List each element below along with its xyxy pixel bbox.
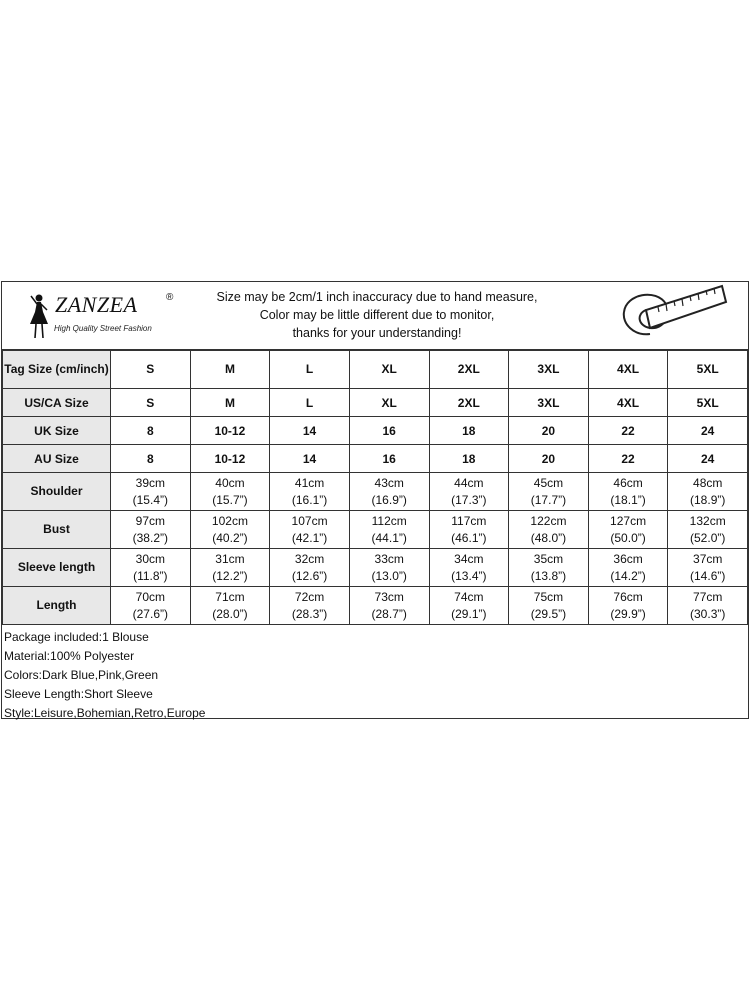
cell-inch: (12.6”) <box>291 568 328 583</box>
cell-inch: (29.1”) <box>451 606 487 621</box>
table-cell: 10-12 <box>190 445 270 473</box>
cell-cm: 77cm <box>693 589 723 604</box>
table-cell: 2XL <box>429 389 509 417</box>
cell-cm: 97cm <box>135 513 165 528</box>
table-cell: XL <box>349 389 429 417</box>
table-cell <box>668 549 748 587</box>
table-cell <box>270 549 350 587</box>
table-cell: 5XL <box>668 389 748 417</box>
cell-cm: 46cm <box>613 475 643 490</box>
cell-inch: (28.7”) <box>371 606 407 621</box>
table-cell <box>588 511 668 549</box>
table-cell <box>349 511 429 549</box>
table-row <box>3 549 748 587</box>
row-header: US/CA Size <box>3 389 111 417</box>
cell-cm: 30cm <box>135 551 165 566</box>
table-cell: 24 <box>668 417 748 445</box>
table-cell: 4XL <box>588 351 668 389</box>
cell-cm: 31cm <box>215 551 245 566</box>
cell-cm: 72cm <box>294 589 325 604</box>
table-cell: XL <box>349 351 429 389</box>
cell-inch: (13.0”) <box>371 568 407 583</box>
cell-inch: (52.0”) <box>690 530 726 545</box>
cell-inch: (11.8”) <box>133 568 168 583</box>
cell-inch: (48.0”) <box>530 530 567 545</box>
table-cell <box>270 473 350 511</box>
row-header: Sleeve length <box>3 549 111 587</box>
cell-inch: (14.2”) <box>610 568 646 583</box>
cell-inch: (30.3”) <box>690 606 726 621</box>
table-cell: 8 <box>111 417 191 445</box>
cell-inch: (18.1”) <box>610 492 646 507</box>
table-cell: 22 <box>588 445 668 473</box>
product-details <box>2 625 748 726</box>
cell-cm: 36cm <box>613 551 643 566</box>
table-cell: 8 <box>111 445 191 473</box>
cell-inch: (46.1”) <box>451 530 487 545</box>
cell-inch: (15.7”) <box>212 492 248 507</box>
cell-inch: (28.0”) <box>212 606 248 621</box>
table-row <box>3 587 748 625</box>
table-cell <box>111 587 191 625</box>
row-header: AU Size <box>3 445 111 473</box>
fashion-figure-icon <box>26 292 52 342</box>
table-row <box>3 389 748 417</box>
cell-cm: 33cm <box>374 551 404 566</box>
cell-cm: 40cm <box>215 475 245 490</box>
cell-inch: (50.0”) <box>610 530 646 545</box>
cell-cm: 39cm <box>135 475 165 490</box>
cell-inch: (28.3”) <box>291 606 328 621</box>
cell-cm: 117cm <box>451 513 487 528</box>
table-cell <box>429 511 509 549</box>
cell-inch: (29.5”) <box>530 606 567 621</box>
cell-inch: (29.9”) <box>610 606 646 621</box>
cell-inch: (44.1”) <box>371 530 407 545</box>
table-cell: 3XL <box>509 351 589 389</box>
table-cell: 22 <box>588 417 668 445</box>
table-row <box>3 473 748 511</box>
table-cell <box>190 473 270 511</box>
cell-cm: 112cm <box>371 513 407 528</box>
cell-cm: 107cm <box>291 513 328 528</box>
cell-inch: (13.4”) <box>451 568 487 583</box>
cell-inch: (15.4”) <box>132 492 168 507</box>
detail-line: Sleeve Length:Short Sleeve <box>4 687 153 701</box>
cell-cm: 32cm <box>294 551 325 566</box>
table-cell <box>270 587 350 625</box>
table-cell <box>509 473 589 511</box>
table-cell: 20 <box>509 445 589 473</box>
detail-line: Colors:Dark Blue,Pink,Green <box>4 668 159 682</box>
table-cell: M <box>190 389 270 417</box>
cell-cm: 132cm <box>689 513 726 528</box>
table-cell <box>509 511 589 549</box>
cell-cm: 43cm <box>374 475 404 490</box>
table-cell <box>349 549 429 587</box>
table-cell: 18 <box>429 445 509 473</box>
row-header: Bust <box>3 511 111 549</box>
table-cell <box>190 587 270 625</box>
cell-cm: 76cm <box>613 589 643 604</box>
detail-line: Package included:1 Blouse <box>4 630 149 644</box>
table-cell: L <box>270 389 350 417</box>
table-cell <box>429 473 509 511</box>
cell-inch: (42.1”) <box>291 530 328 545</box>
registered-mark: ® <box>166 292 174 303</box>
cell-cm: 73cm <box>374 589 404 604</box>
table-cell <box>190 511 270 549</box>
cell-inch: (16.1”) <box>291 492 328 507</box>
table-cell <box>190 549 270 587</box>
cell-inch: (16.9”) <box>371 492 407 507</box>
table-cell: 14 <box>270 445 350 473</box>
table-cell: 14 <box>270 417 350 445</box>
table-cell <box>111 511 191 549</box>
cell-inch: (14.6”) <box>690 568 726 583</box>
table-cell: 4XL <box>588 389 668 417</box>
chart-header <box>2 282 748 350</box>
table-row <box>3 351 748 389</box>
table-cell <box>668 587 748 625</box>
cell-cm: 122cm <box>530 513 567 528</box>
brand-logo <box>22 288 182 344</box>
table-cell: 16 <box>349 417 429 445</box>
row-header: Length <box>3 587 111 625</box>
cell-inch: (27.6”) <box>132 606 168 621</box>
cell-inch: (12.2”) <box>212 568 248 583</box>
cell-cm: 127cm <box>610 513 647 528</box>
table-cell: 2XL <box>429 351 509 389</box>
cell-inch: (13.8”) <box>530 568 567 583</box>
table-cell: 20 <box>509 417 589 445</box>
table-cell <box>111 473 191 511</box>
table-cell: 10-12 <box>190 417 270 445</box>
cell-inch: (40.2”) <box>212 530 248 545</box>
size-table <box>2 350 748 625</box>
cell-cm: 70cm <box>135 589 165 604</box>
note-line: Size may be 2cm/1 inch inaccuracy due to hand measure, <box>216 290 538 304</box>
brand-tagline: High Quality Street Fashion <box>54 324 152 333</box>
table-cell <box>588 473 668 511</box>
table-cell: 18 <box>429 417 509 445</box>
note-line: thanks for your understanding! <box>292 326 462 340</box>
table-cell <box>349 587 429 625</box>
table-cell <box>270 511 350 549</box>
cell-cm: 44cm <box>454 475 484 490</box>
note-line: Color may be little different due to monitor, <box>259 308 495 322</box>
cell-cm: 74cm <box>454 589 484 604</box>
cell-cm: 71cm <box>215 589 245 604</box>
table-cell: 24 <box>668 445 748 473</box>
row-header: Tag Size (cm/inch) <box>3 351 111 389</box>
cell-cm: 41cm <box>294 475 325 490</box>
table-row <box>3 445 748 473</box>
table-cell <box>588 549 668 587</box>
cell-inch: (38.2”) <box>132 530 168 545</box>
size-chart <box>1 281 749 719</box>
cell-cm: 37cm <box>693 551 723 566</box>
table-row <box>3 417 748 445</box>
measuring-tape-icon <box>616 284 736 346</box>
cell-cm: 45cm <box>533 475 564 490</box>
table-cell: 3XL <box>509 389 589 417</box>
table-cell <box>509 587 589 625</box>
table-row <box>3 511 748 549</box>
cell-cm: 102cm <box>211 513 248 528</box>
table-cell: 5XL <box>668 351 748 389</box>
cell-inch: (17.3”) <box>451 492 487 507</box>
table-cell: 16 <box>349 445 429 473</box>
table-cell <box>668 511 748 549</box>
cell-inch: (17.7”) <box>530 492 567 507</box>
table-cell <box>668 473 748 511</box>
table-cell <box>429 587 509 625</box>
cell-cm: 34cm <box>454 551 484 566</box>
cell-cm: 48cm <box>693 475 723 490</box>
row-header: Shoulder <box>3 473 111 511</box>
table-cell <box>429 549 509 587</box>
table-cell <box>509 549 589 587</box>
table-cell: L <box>270 351 350 389</box>
table-cell: M <box>190 351 270 389</box>
table-cell: S <box>111 389 191 417</box>
table-cell <box>349 473 429 511</box>
cell-cm: 75cm <box>533 589 564 604</box>
table-cell <box>588 587 668 625</box>
detail-line: Style:Leisure,Bohemian,Retro,Europe <box>4 706 206 720</box>
cell-cm: 35cm <box>533 551 564 566</box>
row-header: UK Size <box>3 417 111 445</box>
size-notes <box>192 288 562 342</box>
table-cell: S <box>111 351 191 389</box>
detail-line: Material:100% Polyester <box>4 649 135 663</box>
cell-inch: (18.9”) <box>690 492 726 507</box>
table-cell <box>111 549 191 587</box>
brand-name: ZANZEA <box>55 292 138 317</box>
